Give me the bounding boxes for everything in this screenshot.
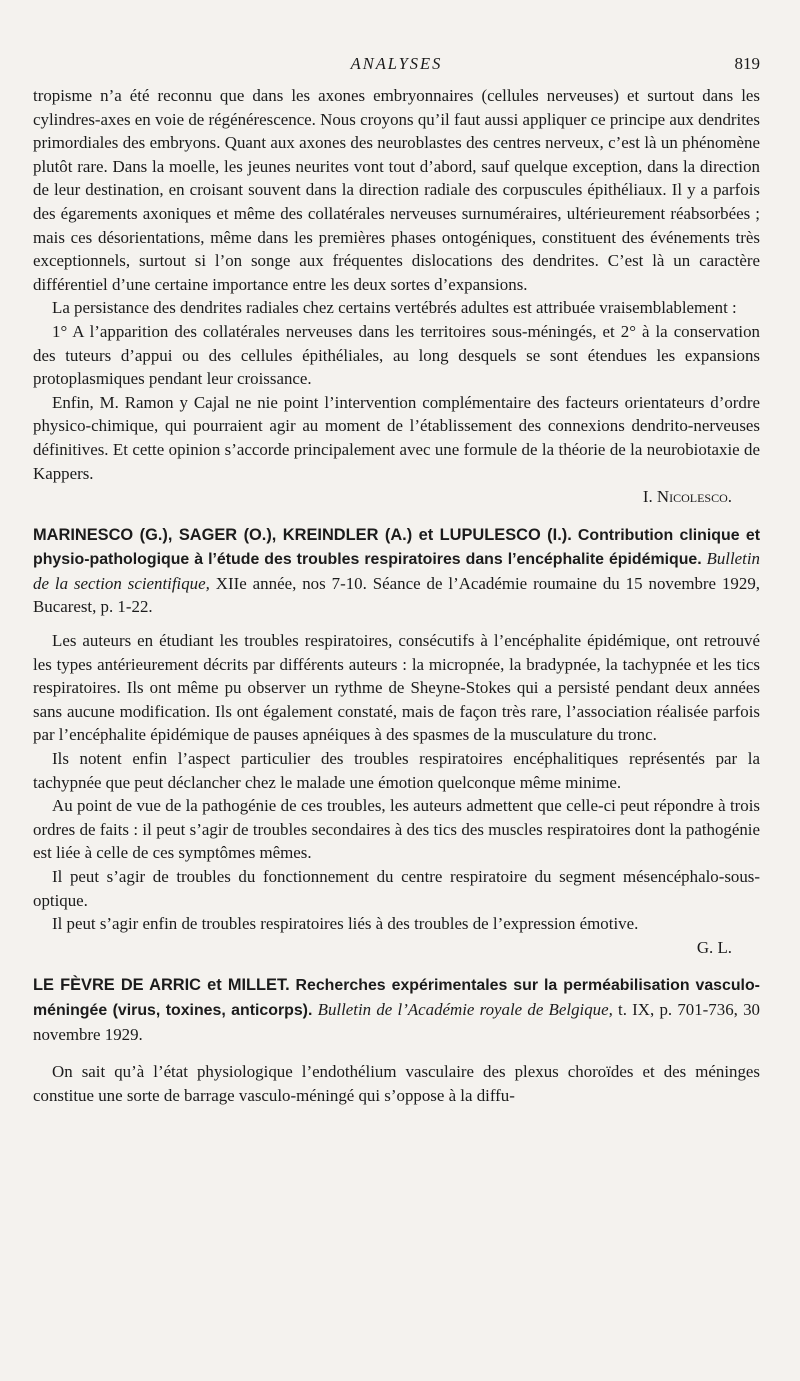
entry-title: Contribution clinique et physio-pathologique à l’étude des troubles respiratoires dans l’encéphalite épidémique. bbox=[33, 526, 760, 569]
paragraph: 1° A l’apparition des collatérales nerveuses dans les territoires sous-méningés, et 2° à la conservation des tuteurs d’appui ou des cellules épithéliales, au long desquels se sont étendues les expansions protoplasmiques pendant leur croissance. bbox=[33, 321, 760, 389]
paragraph: Au point de vue de la pathogénie de ces troubles, les auteurs admettent que celle-ci peut répondre à trois ordres de faits : il peut s’agir de troubles secondaires à des tics des muscles respiratoires dont la pathogénie est liée à celle de ces symptômes mêmes. bbox=[33, 796, 760, 863]
paragraph: On sait qu’à l’état physiologique l’endothélium vasculaire des plexus choroïdes et des méninges constitue une sorte de barrage vasculo-méningé qui s’oppose à la diffu- bbox=[33, 1062, 760, 1105]
entry-authors: MARINESCO (G.), SAGER (O.), KREINDLER (A.) et LUPULESCO (I.). bbox=[33, 525, 572, 544]
reviewer-signature: G. L. bbox=[696, 937, 732, 957]
running-title: ANALYSES bbox=[350, 54, 443, 73]
page-number: 819 bbox=[734, 54, 760, 73]
entry-heading bbox=[33, 523, 760, 619]
paragraph: Il peut s’agir de troubles du fonctionnement du centre respiratoire du segment mésencéphalo-sous-optique. bbox=[33, 867, 760, 910]
paragraph: Enfin, M. Ramon y Cajal ne nie point l’intervention complémentaire des facteurs orientateurs d’ordre physico-chimique, qui pourraient agir au moment de l’établissement des connexions dendrito-nerveuses définitives. Et cette opinion s’accorde principalement avec une formule de la théorie de la neurobiotaxie de Kappers. bbox=[33, 392, 760, 483]
paragraph-continued: tropisme n’a été reconnu que dans les axones embryonnaires (cellules nerveuses) et surtout dans les cylindres-axes en voie de régénérescence. Nous croyons qu’il faut aussi appliquer ce principe aux dendrites primordiales des embryons. Quant aux axones des neuroblastes des centres nerveux, c’est là un phénomène plutôt rare. Dans la moelle, les jeunes neurites vont tout d’abord, sauf quelque exception, dans la direction de leur destination, en croisant souvent dans la direction radiale des corpuscules épithéliaux. Il y a parfois des égarements axoniques et même des collatérales nerveuses surnuméraires, ultérieurement réabsorbées ; mais ces désorientations, même dans les premières phases ontogéniques, constituent des événements très exceptionnels, surtout si l’on songe aux fréquentes dislocations des dendrites. C’est là un caractère différentiel d’une certaine importance entre les deux sortes d’expansions. bbox=[33, 86, 760, 294]
entry-heading bbox=[33, 973, 760, 1046]
paragraph: La persistance des dendrites radiales chez certains vertébrés adultes est attribuée vraisemblablement : bbox=[52, 298, 737, 318]
reviewer-signature: I. Nicolesco. bbox=[642, 487, 732, 507]
entry-title: Recherches expérimentales sur la perméabilisation vasculo-méningée (virus, toxines, anticorps). bbox=[33, 977, 760, 1019]
entry-authors: LE FÈVRE DE ARRIC et MILLET. bbox=[33, 976, 290, 995]
paragraph: Ils notent enfin l’aspect particulier des troubles respiratoires encéphalitiques représentés par la tachypnée que peut déclancher chez le malade une émotion quelconque même minime. bbox=[33, 749, 760, 792]
running-head bbox=[33, 54, 760, 84]
entry-journal: Bulletin de l’Académie royale de Belgique, bbox=[317, 999, 613, 1019]
entry-journal: Bulletin de la section scientifique, bbox=[33, 549, 760, 593]
entry-reference: XIIe année, nos 7-10. Séance de l’Académie roumaine du 15 novembre 1929, Bucarest, p. 1-22. bbox=[33, 573, 760, 617]
paragraph: Il peut s’agir enfin de troubles respiratoires liés à des troubles de l’expression émotive. bbox=[52, 914, 639, 934]
paragraph: Les auteurs en étudiant les troubles respiratoires, consécutifs à l’encéphalite épidémique, ont retrouvé les types antérieurement décrits par différents auteurs : la micropnée, la bradypnée, la tachypnée et les tics respiratoires. Ils ont même pu observer un rythme de Sheyne-Stokes qui a persisté pendant deux années sans aucune modification. Ils ont également constaté, mais de façon très rare, l’association réalisée parfois par l’encéphalite épidémique de pauses apnéiques à des spasmes de la musculature du tronc. bbox=[33, 631, 760, 745]
entry-reference: t. IX, p. 701-736, 30 novembre 1929. bbox=[33, 999, 760, 1044]
